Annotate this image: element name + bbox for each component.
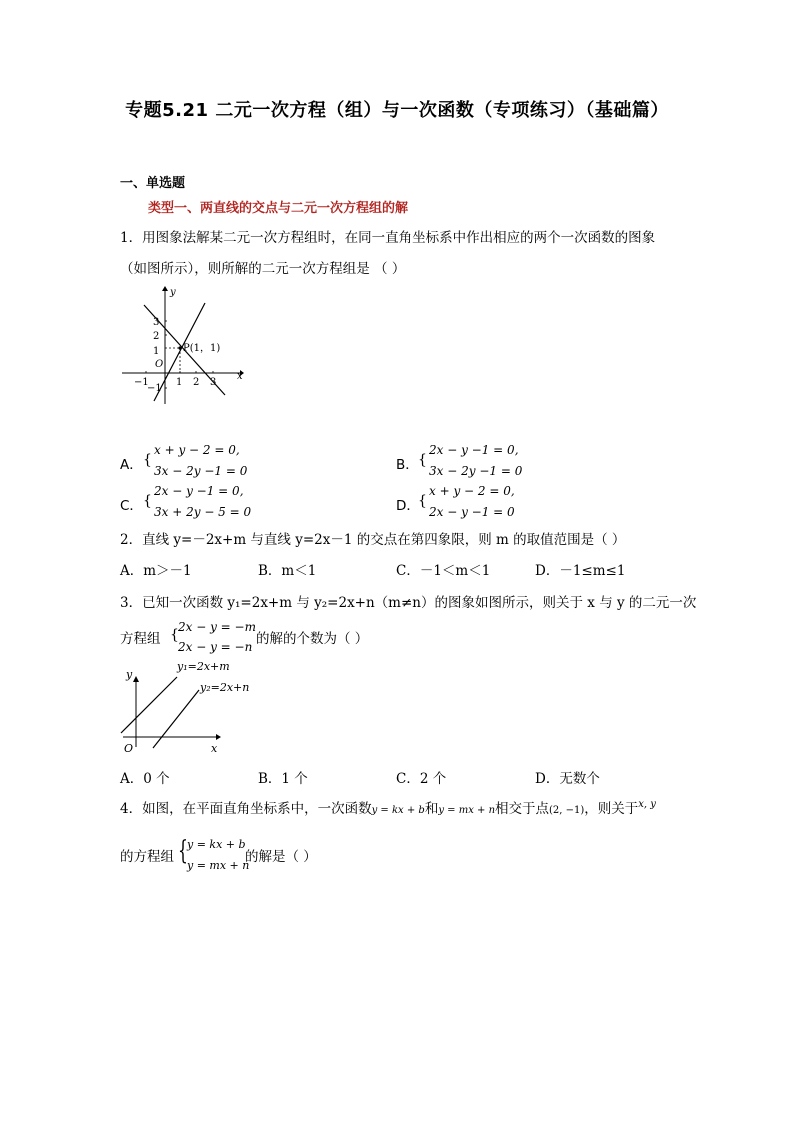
q3-graph [117,655,267,760]
q4-line2-suffix: 的解是（ ） [245,849,317,865]
q2-text: 2．直线 y=－2x+m 与直线 y=2x－1 的交点在第四象限，则 m 的取值范围是（ ） [120,532,626,548]
q1-axis-x-label: x [237,371,243,382]
q1-ytick-label: −1 [147,383,162,394]
page-title: 专题5.21 二元一次方程（组）与一次函数（专项练习）（基础篇） [125,100,669,121]
q4-func2: y = mx + n [438,805,496,816]
q3-axis-x-label: x [211,742,218,755]
q1-text-line1: 1．用图象法解某二元一次方程组时，在同一直角坐标系中作出相应的两个一次函数的图象 [120,230,656,246]
q1-option-a-eq1: x + y − 2 = 0, [154,443,240,457]
q2-option-b: B．m＜1 [258,563,317,579]
section-heading: 一、单选题 [120,176,186,191]
q1-option-b-eq1: 2x − y −1 = 0, [429,443,519,457]
q1-option-c-label: C． [120,498,143,514]
q1-option-b-label: B． [396,457,419,473]
q3-text-line1: 3．已知一次函数 y₁=2x+m 与 y₂=2x+n（m≠n）的图象如图所示，则关于 x 与 y 的二元一次 [120,595,697,611]
q1-xtick-label: 2 [193,377,200,388]
q1-xtick-label: −1 [134,377,149,388]
q3-line1-label: y₁=2x+m [177,660,230,673]
q3-eq2: 2x − y = −n [178,640,253,654]
q4-func1: y = kx + b [371,805,425,816]
q4-line2-prefix: 的方程组 [120,849,174,865]
q1-ytick-label: 2 [153,331,160,342]
q1-axis-y-label: y [170,287,176,298]
q1-xtick-label: 1 [176,377,183,388]
q4-point: (2, −1) [549,805,585,816]
q4-and: 和 [424,801,439,817]
q1-graph [118,282,268,412]
q4-text-part2: 相交于点 [495,801,550,817]
q3-option-b: B．1 个 [258,771,308,787]
q4-eq1: y = kx + b [187,838,246,851]
q1-xtick-label: 3 [210,377,217,388]
q3-prefix: 方程组 [120,631,161,647]
brace-icon: { [418,452,427,468]
q1-option-c-eq1: 2x − y −1 = 0, [154,484,244,498]
q1-option-a-label: A． [120,457,143,473]
q4-eq2: y = mx + n [187,859,250,872]
subsection-heading: 类型一、两直线的交点与二元一次方程组的解 [148,201,409,216]
brace-icon: { [143,493,152,509]
brace-icon: { [178,836,188,866]
q1-point-label: P(1，1) [183,343,221,354]
q1-origin-label: O [155,359,164,370]
q4-text-part3: ，则关于 [584,801,639,817]
q1-ytick-label: 1 [153,346,160,357]
q3-option-d: D．无数个 [535,771,600,787]
x-axis-arrow-icon [216,734,221,740]
q3-axis-y-label: y [126,668,133,681]
q1-option-d-eq2: 2x − y −1 = 0 [429,505,515,519]
q4-text-part1: 4．如图，在平面直角坐标系中，一次函数 [120,801,372,817]
q1-option-d-label: D． [396,498,420,514]
q3-origin-label: O [124,742,134,755]
brace-icon: { [143,452,152,468]
q2-option-c: C．－1＜m＜1 [396,563,491,579]
q1-option-d-eq1: x + y − 2 = 0, [429,484,515,498]
brace-icon: { [170,627,179,643]
q3-eq1: 2x − y = −m [178,620,256,634]
y-axis-arrow-icon [162,286,168,291]
q2-option-a: A．m＞－1 [120,563,192,579]
point-p [178,346,181,349]
q1-option-a-eq2: 3x − 2y −1 = 0 [154,464,248,478]
q3-option-c: C．2 个 [396,771,447,787]
q4-vars: x, y [638,799,656,810]
q1-option-c-eq2: 3x + 2y − 5 = 0 [154,505,252,519]
line-y1 [121,677,177,733]
q1-option-b-eq2: 3x − 2y −1 = 0 [429,464,523,478]
q3-line2-label: y₂=2x+n [200,681,250,694]
q2-option-d: D．－1≤m≤1 [535,563,626,579]
line-y2 [153,690,199,748]
brace-icon: { [418,493,427,509]
q1-ytick-label: 3 [153,317,160,328]
q1-text-line2: （如图所示），则所解的二元一次方程组是 （ ） [120,261,406,277]
y-axis-arrow-icon [133,676,139,682]
q3-suffix: 的解的个数为（ ） [256,631,369,647]
q4-line1 [120,799,656,821]
q3-option-a: A．0 个 [120,771,170,787]
